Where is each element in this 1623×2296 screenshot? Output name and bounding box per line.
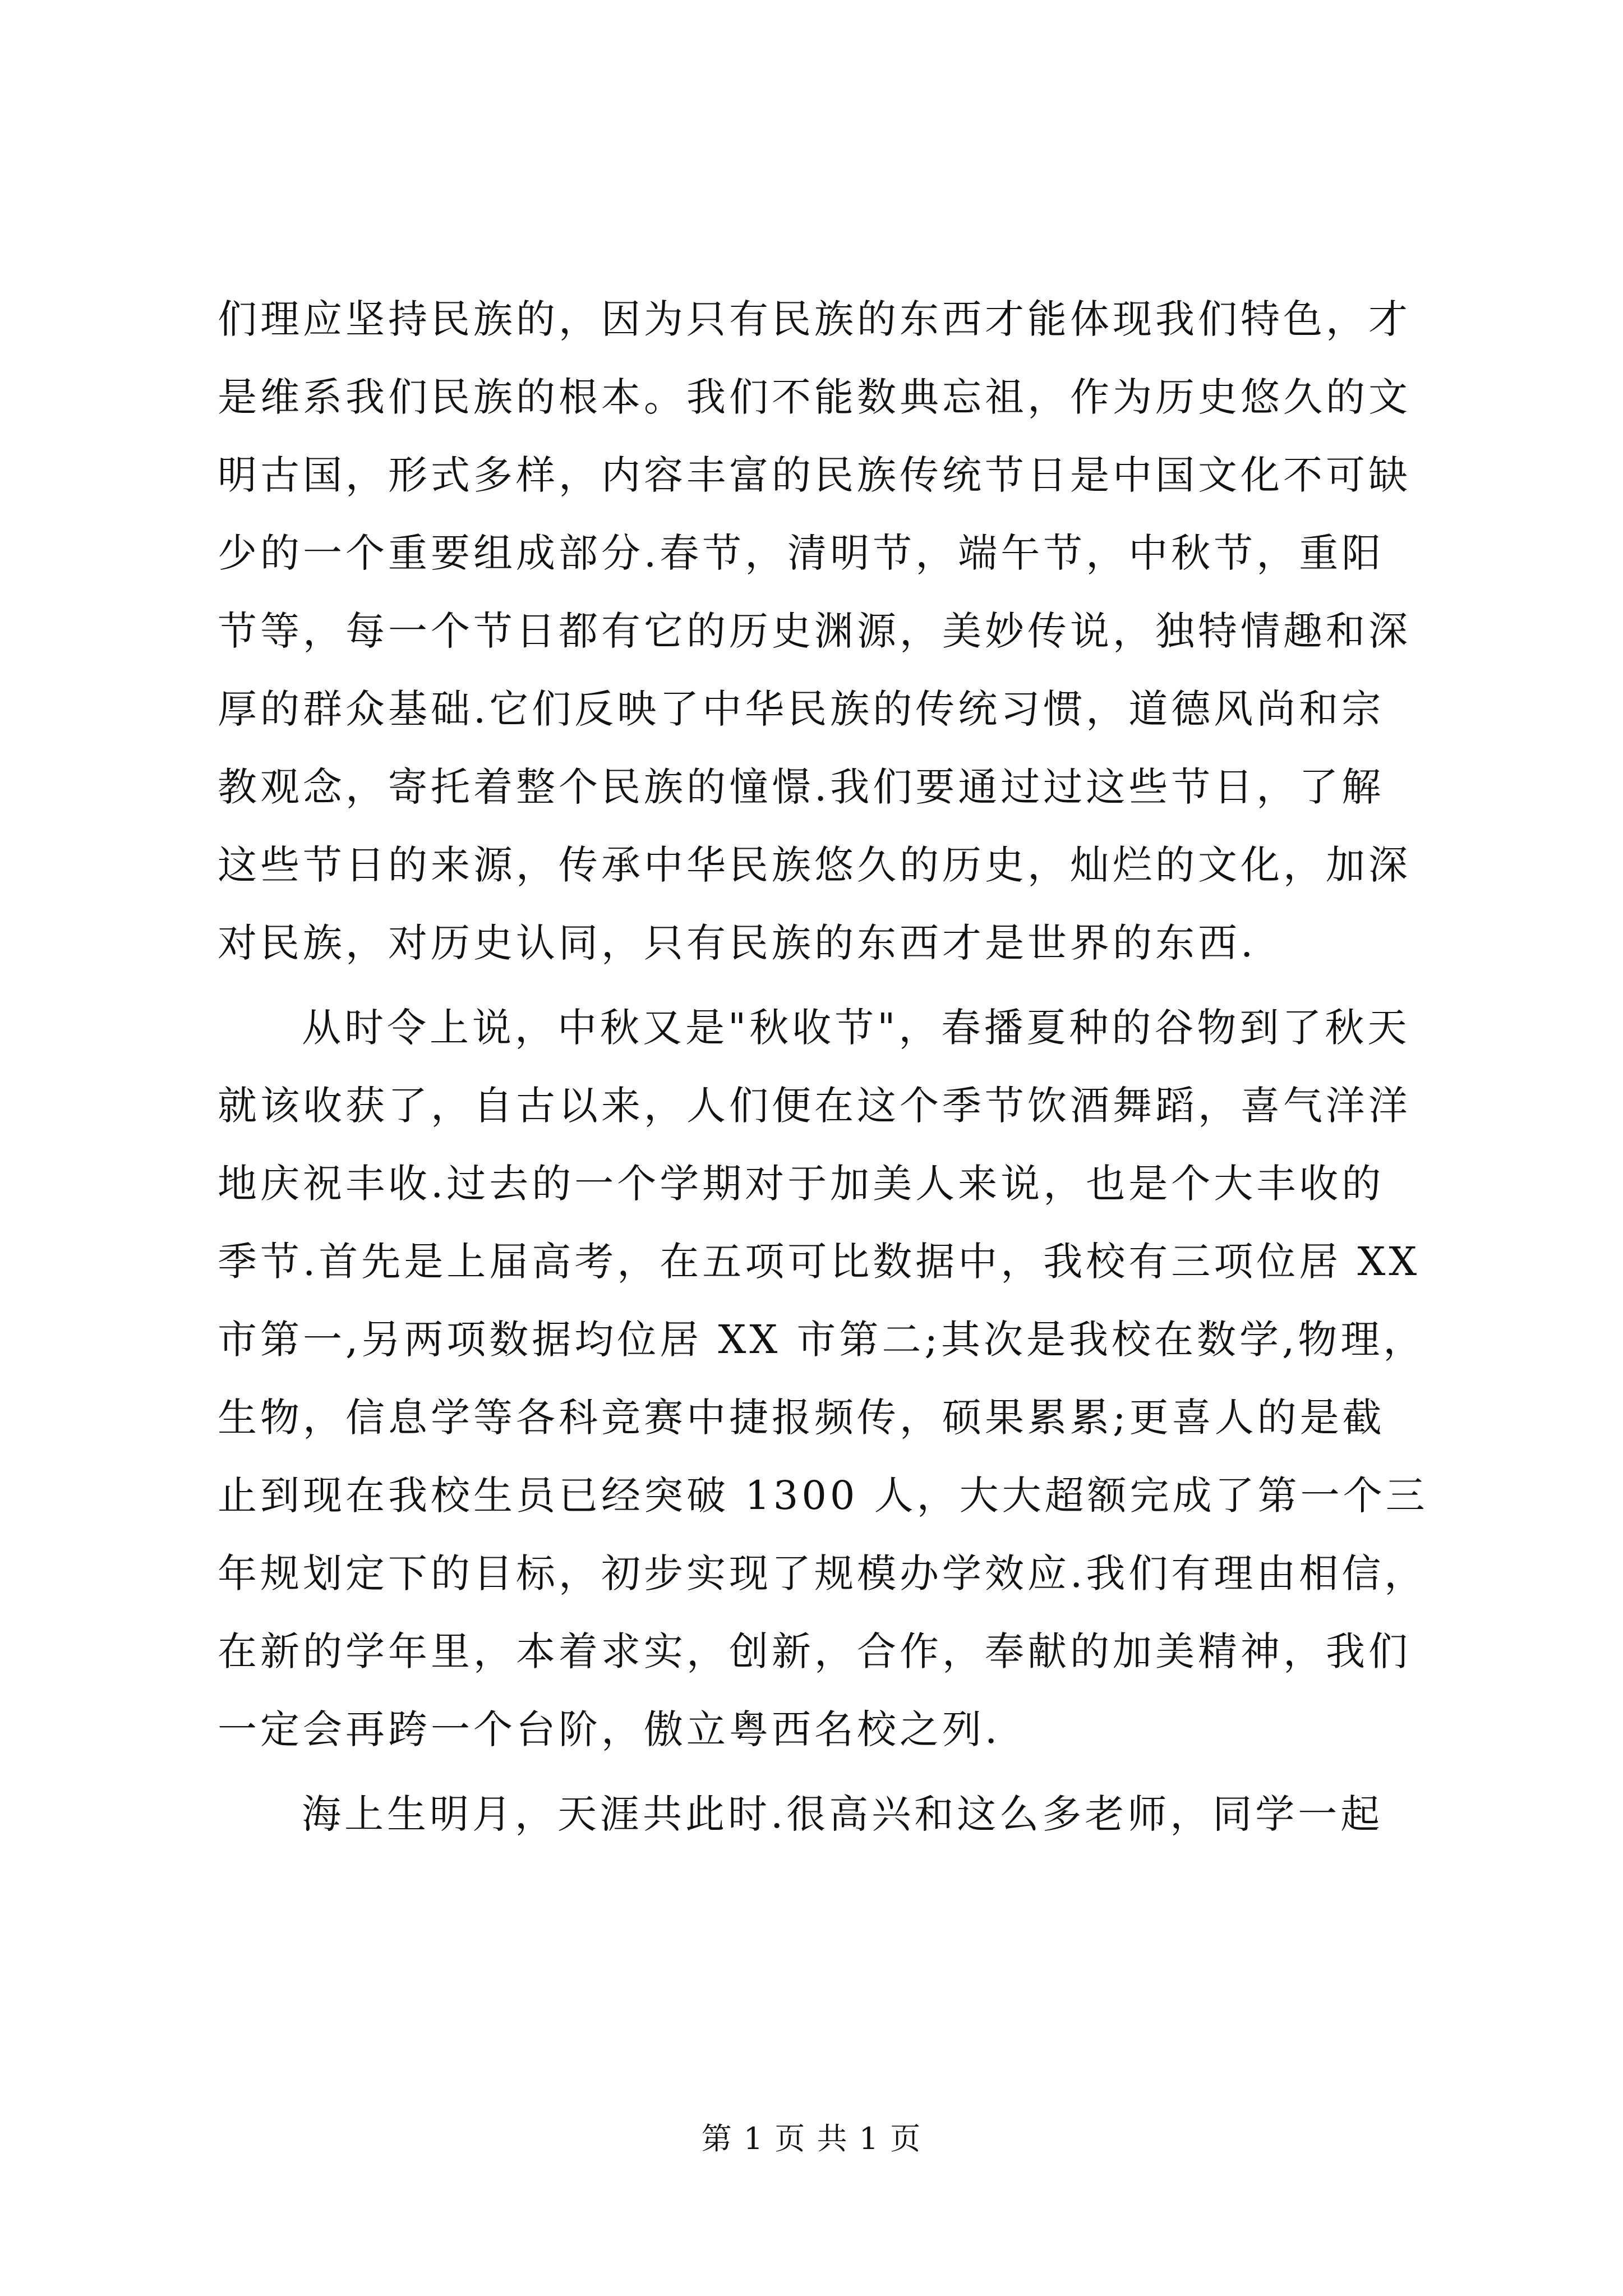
text-line: 少的一个重要组成部分.春节，清明节，端午节，中秋节，重阳 <box>218 530 1385 576</box>
text-line: 市第一,另两项数据均位居 XX 市第二;其次是我校在数学,物理， <box>218 1317 1426 1363</box>
text-line: 止到现在我校生员已经突破 1300 人，大大超额完成了第一个三 <box>218 1473 1428 1519</box>
text-line: 明古国，形式多样，内容丰富的民族传统节日是中国文化不可缺 <box>218 452 1411 498</box>
paragraph-2 <box>218 989 1428 1769</box>
text-line: 教观念，寄托着整个民族的憧憬.我们要通过过这些节日，了解 <box>218 764 1385 810</box>
text-line: 这些节日的来源，传承中华民族悠久的历史，灿烂的文化，加深 <box>218 842 1411 888</box>
text-line: 是维系我们民族的根本。我们不能数典忘祖，作为历史悠久的文 <box>218 374 1411 420</box>
text-line: 生物，信息学等各科竞赛中捷报频传，硕果累累;更喜人的是截 <box>218 1395 1385 1441</box>
text-line: 季节.首先是上届高考，在五项可比数据中，我校有三项位居 XX <box>218 1239 1421 1285</box>
page-number-footer: 第 1 页 共 1 页 <box>701 2121 922 2156</box>
text-line: 厚的群众基础.它们反映了中华民族的传统习惯，道德风尚和宗 <box>218 686 1385 732</box>
text-line: 对民族，对历史认同，只有民族的东西才是世界的东西. <box>218 920 1257 966</box>
text-line: 们理应坚持民族的，因为只有民族的东西才能体现我们特色，才 <box>218 296 1411 342</box>
text-line: 就该收获了，自古以来，人们便在这个季节饮酒舞蹈，喜气洋洋 <box>218 1083 1411 1129</box>
document-body <box>218 280 1428 1853</box>
text-line: 海上生明月，天涯共此时.很高兴和这么多老师，同学一起 <box>302 1791 1384 1837</box>
text-line: 一定会再跨一个台阶，傲立粤西名校之列. <box>218 1706 1001 1752</box>
paragraph-1 <box>218 280 1423 982</box>
text-line: 在新的学年里，本着求实，创新，合作，奉献的加美精神，我们 <box>218 1628 1411 1674</box>
paragraph-3 <box>218 1775 1423 1853</box>
text-line: 节等，每一个节日都有它的历史渊源，美妙传说，独特情趣和深 <box>218 608 1411 654</box>
text-line: 地庆祝丰收.过去的一个学期对于加美人来说，也是个大丰收的 <box>218 1161 1385 1207</box>
text-line: 从时令上说，中秋又是"秋收节"，春播夏种的谷物到了秋天 <box>302 1005 1410 1051</box>
text-line: 年规划定下的目标，初步实现了规模办学效应.我们有理由相信， <box>218 1550 1427 1596</box>
